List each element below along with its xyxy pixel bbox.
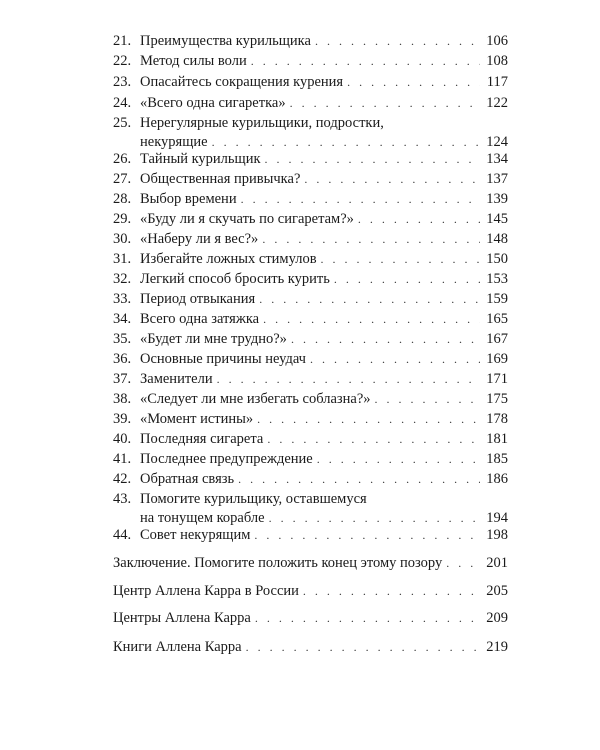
toc-entry [113,450,508,469]
chapter-title: Последняя сигарета [140,431,264,447]
toc-entry [113,410,508,429]
chapter-title: «Всего одна сигаретка» [140,95,286,111]
toc-entry [113,470,508,489]
dot-leader [291,330,480,349]
chapter-number: 33. [113,291,132,307]
chapter-title: «Будет ли мне трудно?» [140,331,287,347]
dot-leader [375,390,480,409]
toc-entry [113,190,508,209]
page-number: 148 [486,231,508,247]
dot-leader [255,609,480,628]
chapter-title: Заменители [140,371,213,387]
chapter-title: Выбор времени [140,191,237,207]
dot-leader [263,310,480,329]
page-number: 145 [486,211,508,227]
chapter-number: 30. [113,231,132,247]
section-title: Заключение. Помогите положить конец этому позору [113,555,443,571]
toc-entry [113,370,508,389]
dot-leader [358,210,480,229]
chapter-number: 31. [113,251,132,267]
chapter-number: 27. [113,171,132,187]
chapter-title: «Момент истины» [140,411,254,427]
page-number: 159 [486,291,508,307]
dot-leader [317,450,480,469]
toc-entry [113,52,508,71]
page-number: 150 [486,251,508,267]
chapter-number: 34. [113,311,132,327]
toc-entry [113,526,508,545]
chapter-title: Опасайтесь сокращения курения [140,74,344,90]
dot-leader [347,73,480,92]
page-number: 219 [486,639,508,655]
page-number: 167 [486,331,508,347]
toc-entry [113,150,508,169]
chapter-title: Совет некурящим [140,527,251,543]
dot-leader [303,582,480,601]
dot-leader [241,190,480,209]
toc-entry [113,114,508,152]
dot-leader [265,150,481,169]
dot-leader [259,290,480,309]
chapter-title: Помогите курильщику, оставшемуся [140,491,367,507]
chapter-number: 43. [113,491,132,507]
chapter-title: Общественная привычка? [140,171,301,187]
page-number: 209 [486,610,508,626]
dot-leader [251,52,480,71]
chapter-title: Преимущества курильщика [140,33,311,49]
chapter-number: 25. [113,115,132,131]
dot-leader [446,554,480,573]
toc-entry [113,490,508,528]
chapter-title: Последнее предупреждение [140,451,313,467]
page-number: 153 [486,271,508,287]
page-number: 169 [486,351,508,367]
page-number: 198 [486,527,508,543]
dot-leader [238,470,480,489]
toc-entry [113,290,508,309]
toc-section-entry [113,638,508,657]
chapter-number: 21. [113,33,132,49]
chapter-number: 41. [113,451,132,467]
page-number: 137 [486,171,508,187]
chapter-title: Основные причины неудач [140,351,306,367]
page-number: 201 [486,555,508,571]
dot-leader [262,230,480,249]
chapter-title: «Следует ли мне избегать соблазна?» [140,391,371,407]
toc-section-entry [113,554,508,573]
chapter-number: 28. [113,191,132,207]
dot-leader [304,170,480,189]
dot-leader [217,370,480,389]
page-number: 165 [486,311,508,327]
dot-leader [267,430,480,449]
chapter-title: Метод силы воли [140,53,247,69]
chapter-number: 44. [113,527,132,543]
chapter-number: 24. [113,95,132,111]
page-number: 139 [486,191,508,207]
toc-entry [113,94,508,113]
chapter-title-continued: некурящие [140,134,208,150]
section-title: Книги Аллена Карра [113,639,242,655]
chapter-title: Обратная связь [140,471,235,487]
toc-entry [113,310,508,329]
chapter-title: Всего одна затяжка [140,311,260,327]
page-number: 205 [486,583,508,599]
page-number: 194 [486,510,508,526]
chapter-title: Легкий способ бросить курить [140,271,330,287]
toc-entry [113,390,508,409]
chapter-number: 26. [113,151,132,167]
chapter-number: 40. [113,431,132,447]
page-number: 124 [486,134,508,150]
toc-entry [113,330,508,349]
toc-entry [113,430,508,449]
dot-leader [254,526,480,545]
chapter-title: «Буду ли я скучать по сигаретам?» [140,211,354,227]
chapter-number: 32. [113,271,132,287]
toc-entry [113,32,508,51]
chapter-title: Тайный курильщик [140,151,261,167]
section-title: Центры Аллена Карра [113,610,251,626]
dot-leader [315,32,480,51]
chapter-title: Период отвыкания [140,291,256,307]
dot-leader [321,250,480,269]
toc-entry [113,230,508,249]
toc-entry [113,170,508,189]
dot-leader [310,350,480,369]
toc-entry [113,250,508,269]
page-number: 185 [486,451,508,467]
chapter-title: Избегайте ложных стимулов [140,251,317,267]
dot-leader [290,94,480,113]
page-number: 186 [486,471,508,487]
chapter-number: 35. [113,331,132,347]
dot-leader [246,638,480,657]
chapter-title: Нерегулярные курильщики, подростки, [140,115,384,131]
toc-entry [113,210,508,229]
page-number: 106 [486,33,508,49]
page-number: 178 [486,411,508,427]
dot-leader [257,410,480,429]
page-number: 175 [486,391,508,407]
page-number: 171 [486,371,508,387]
chapter-number: 23. [113,74,132,90]
chapter-number: 42. [113,471,132,487]
chapter-number: 22. [113,53,132,69]
toc-section-entry [113,582,508,601]
chapter-number: 36. [113,351,132,367]
toc-entry [113,73,508,92]
page-number: 122 [486,95,508,111]
page-number: 134 [486,151,508,167]
toc-entry [113,270,508,289]
page-number: 117 [486,74,508,90]
chapter-title: «Наберу ли я вес?» [140,231,259,247]
toc-entry [113,350,508,369]
chapter-number: 39. [113,411,132,427]
toc-section-entry [113,609,508,628]
chapter-number: 37. [113,371,132,387]
section-title: Центр Аллена Карра в России [113,583,299,599]
dot-leader [334,270,480,289]
page-number: 181 [486,431,508,447]
chapter-title-continued: на тонущем корабле [140,510,265,526]
page-number: 108 [486,53,508,69]
chapter-number: 29. [113,211,132,227]
chapter-number: 38. [113,391,132,407]
